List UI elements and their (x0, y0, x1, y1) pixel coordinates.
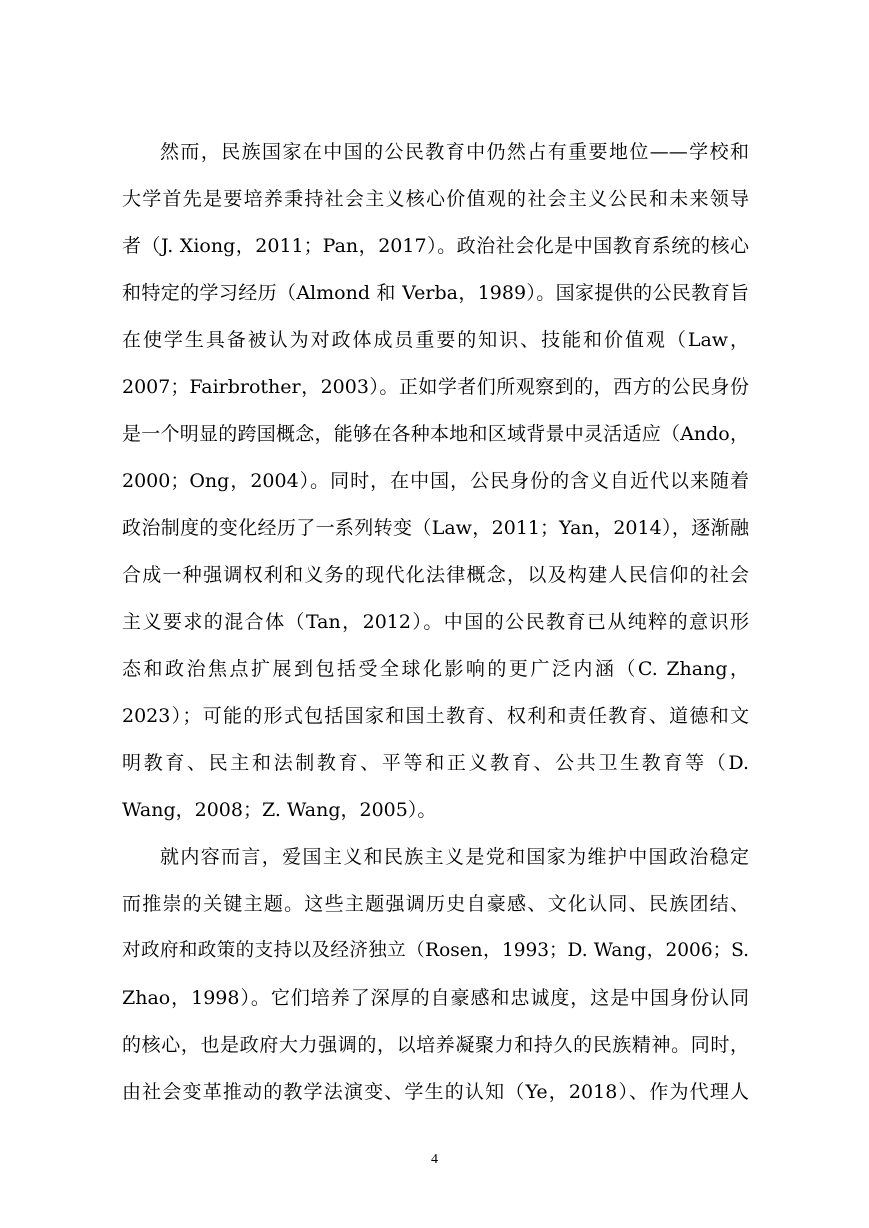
text-line: 对政府和政策的支持以及经济独立（Rosen，1993；D. Wang，2006；S. (122, 940, 749, 961)
page-number: 4 (431, 1152, 438, 1167)
text-line: 的核心，也是政府大力强调的，以培养凝聚力和持久的民族精神。同时， (122, 1034, 749, 1056)
text-line: 合成一种强调权利和义务的现代化法律概念，以及构建人民信仰的社会 (122, 564, 749, 586)
text-line: 2007；Fairbrother，2003）。正如学者们所观察到的，西方的公民身份 (122, 376, 749, 398)
text-line: 者（J. Xiong，2011；Pan，2017）。政治社会化是中国教育系统的核心 (122, 235, 749, 257)
text-line: 2023）；可能的形式包括国家和国土教育、权利和责任教育、道德和文 (122, 705, 749, 727)
text-line: 2000；Ong，2004）。同时，在中国，公民身份的含义自近代以来随着 (122, 470, 749, 492)
text-line: 是一个明显的跨国概念，能够在各种本地和区域背景中灵活适应（Ando， (122, 423, 749, 445)
text-line: 在使学生具备被认为对政体成员重要的知识、技能和价值观（Law， (122, 329, 749, 351)
text-line: 而推崇的关键主题。这些主题强调历史自豪感、文化认同、民族团结、 (122, 893, 749, 915)
text-line: 和特定的学习经历（Almond 和 Verba，1989）。国家提供的公民教育旨 (122, 282, 749, 304)
text-line: 主义要求的混合体（Tan，2012）。中国的公民教育已从纯粹的意识形 (122, 611, 749, 633)
text-line: 明教育、民主和法制教育、平等和正义教育、公共卫生教育等（D. (122, 752, 749, 774)
text-line: Zhao，1998）。它们培养了深厚的自豪感和忠诚度，这是中国身份认同 (122, 987, 749, 1009)
text-line: Wang，2008；Z. Wang，2005）。 (122, 799, 437, 821)
text-line: 然而，民族国家在中国的公民教育中仍然占有重要地位——学校和 (160, 141, 749, 163)
text-line: 就内容而言，爱国主义和民族主义是党和国家为维护中国政治稳定 (160, 846, 749, 868)
text-line: 政治制度的变化经历了一系列转变（Law，2011；Yan，2014），逐渐融 (122, 517, 749, 539)
text-line: 大学首先是要培养秉持社会主义核心价值观的社会主义公民和未来领导 (122, 188, 749, 210)
text-line: 由社会变革推动的教学法演变、学生的认知（Ye，2018）、作为代理人 (122, 1081, 749, 1103)
text-line: 态和政治焦点扩展到包括受全球化影响的更广泛内涵（C. Zhang， (122, 658, 749, 680)
